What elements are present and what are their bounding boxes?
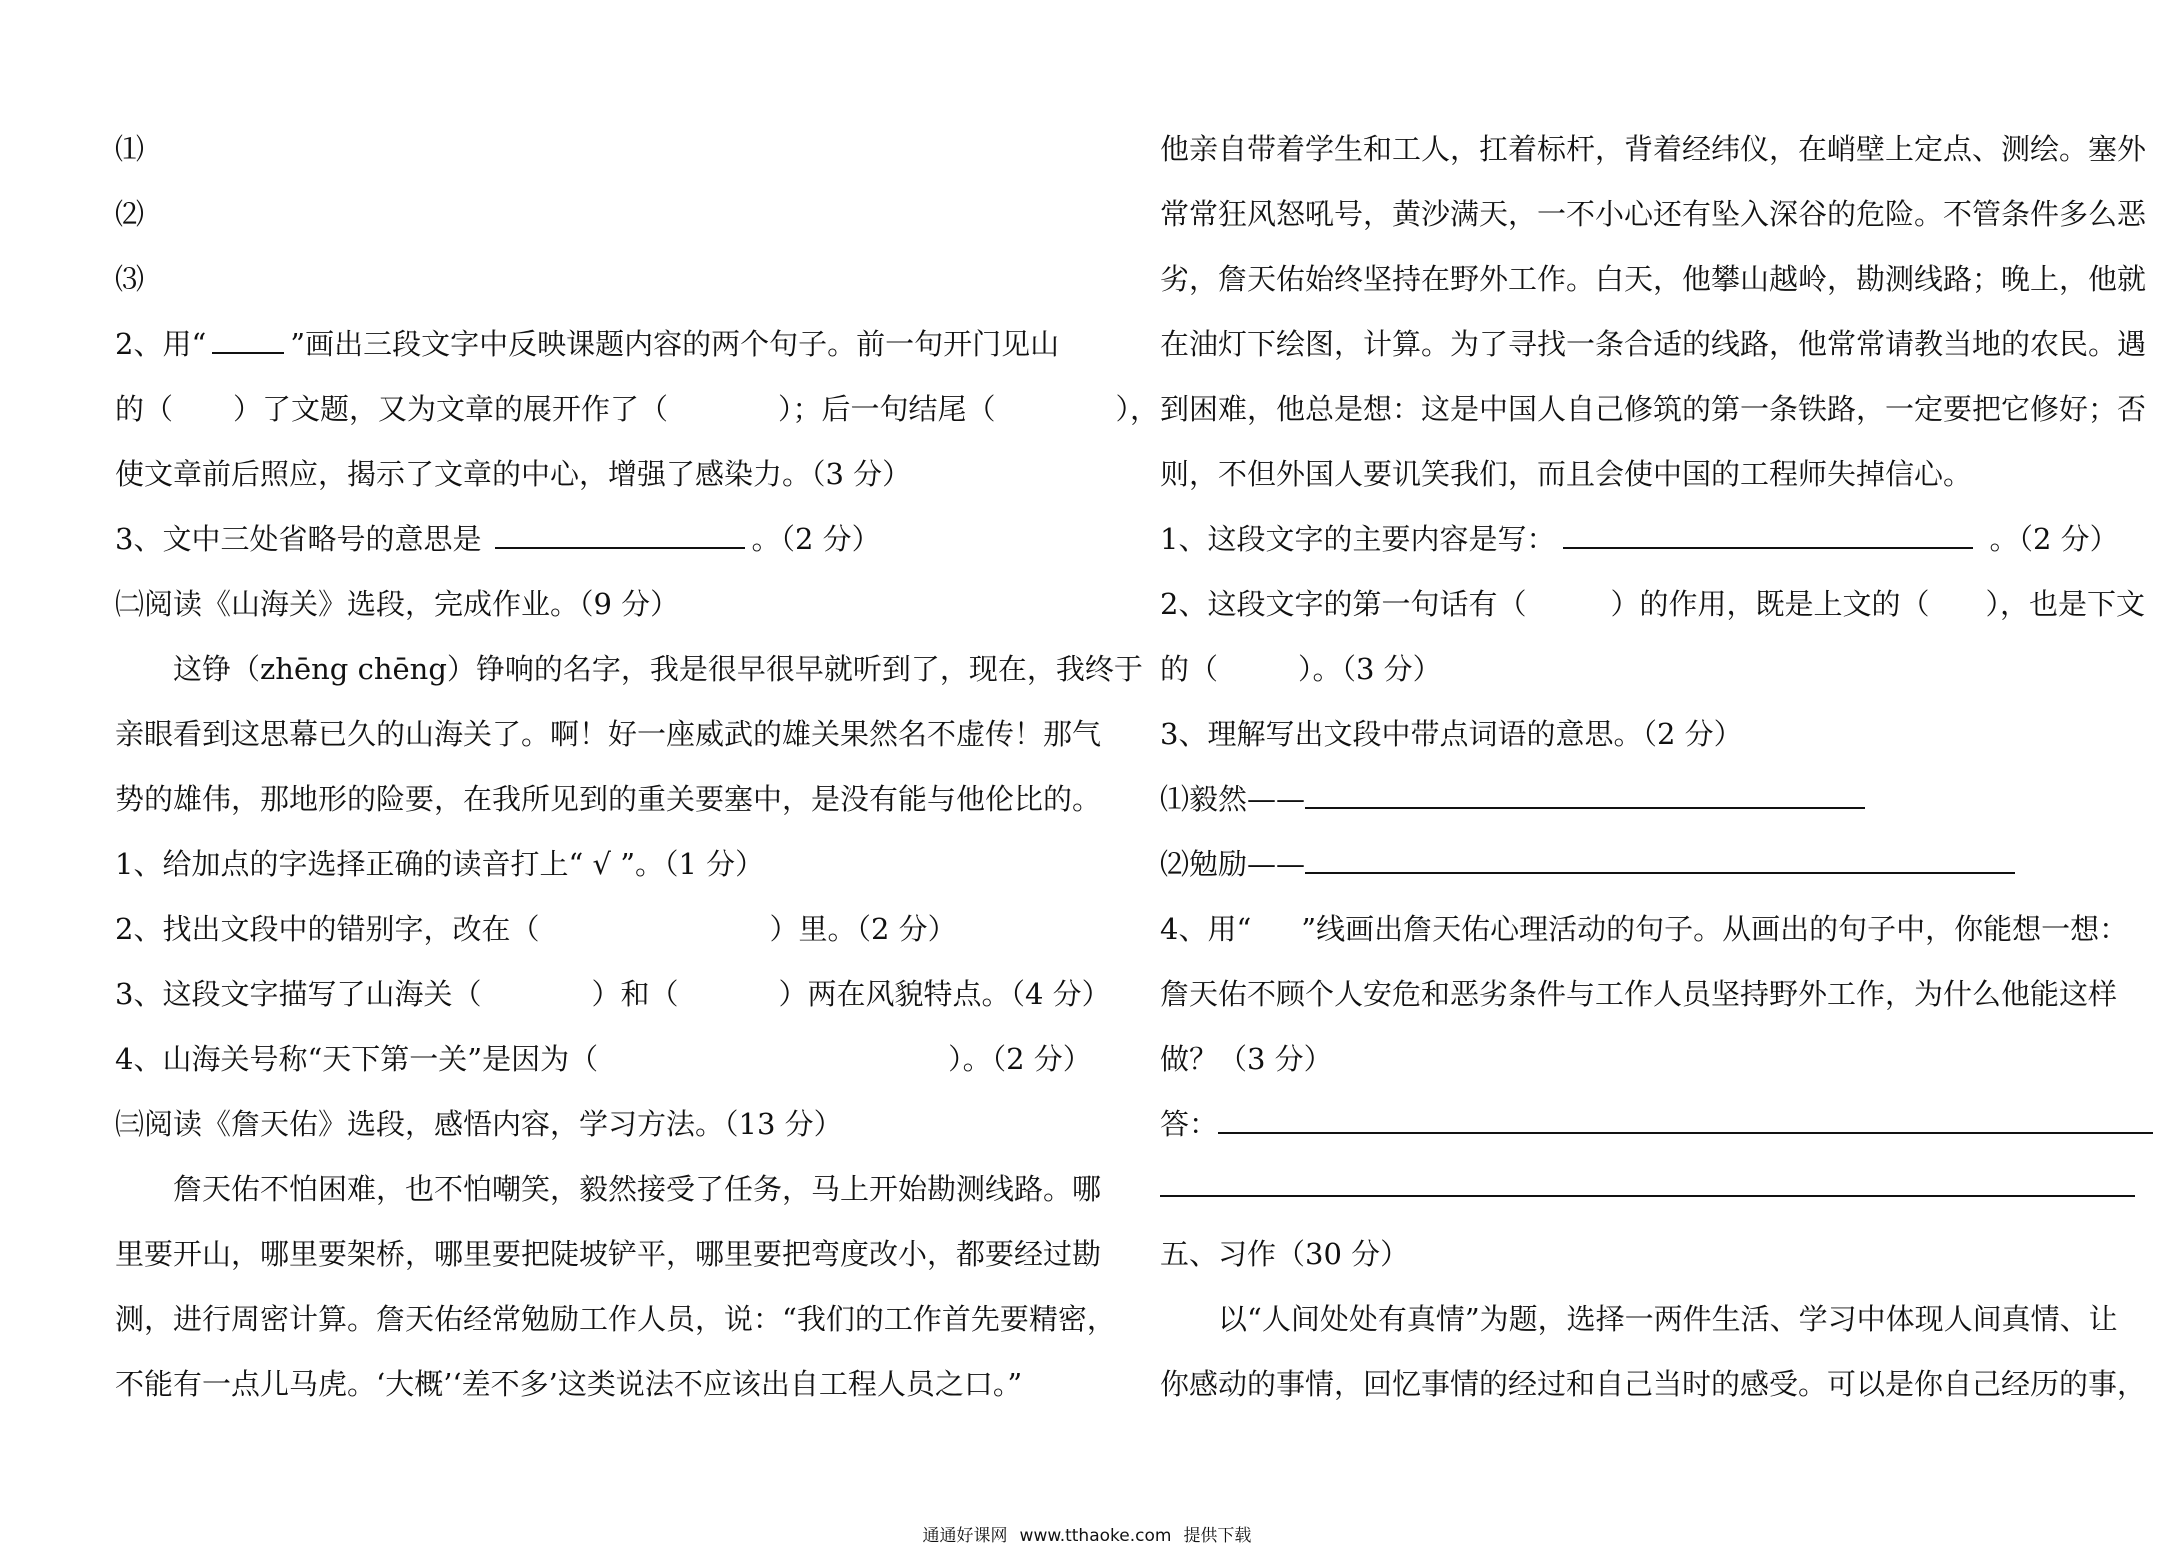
section-2-heading: ㈡阅读《山海关》选段，完成作业。（9 分）: [115, 587, 680, 621]
question-text: 2、用“: [115, 327, 207, 361]
essay-prompt-line: 以“人间处处有真情”为题，选择一两件生活、学习中体现人间真情、让: [1218, 1302, 2118, 1336]
left-column: [115, 0, 1160, 1536]
section-2-question-4: [115, 1039, 1092, 1079]
question-text: 2、找出文段中的错别字，改在（: [115, 912, 540, 946]
right-question-3: 3、理解写出文段中带点词语的意思。（2 分）: [1160, 717, 1743, 751]
page-footer: [0, 1526, 2174, 1546]
underline-blank[interactable]: [212, 330, 284, 354]
passage-line: 测，进行周密计算。詹天佑经常勉励工作人员，说：“我们的工作首先要精密，: [115, 1302, 1116, 1336]
answer-line[interactable]: [1305, 785, 1865, 809]
question-text: ）；后一句结尾（: [778, 392, 996, 426]
question-2-line-1: [115, 324, 1059, 364]
question-text: ），: [1115, 392, 1160, 426]
answer-label-line: [1160, 1104, 2153, 1144]
question-text: 的（: [1160, 652, 1219, 686]
question-text: 。（2 分）: [1989, 522, 2119, 556]
question-text: 。（2 分）: [751, 522, 881, 556]
right-question-3-item-1: [1160, 779, 1865, 819]
question-text: ⑴毅然——: [1160, 782, 1306, 816]
passage-line: 不能有一点儿马虎。‘大概’‘差不多’这类说法不应该出自工程人员之口。”: [115, 1367, 1023, 1401]
question-text: ）。（2 分）: [948, 1042, 1092, 1076]
item-marker: ⑵: [115, 197, 145, 231]
item-marker: ⑴: [115, 132, 145, 166]
passage-line: 到困难，他总是想：这是中国人自己修筑的第一条铁路，一定要把它修好；否: [1160, 392, 2147, 426]
question-text: ”线画出詹天佑心理活动的句子。从画出的句子中，你能想一想：: [1301, 912, 2129, 946]
question-text: 3、文中三处省略号的意思是: [115, 522, 482, 556]
section-3-heading: ㈢阅读《詹天佑》选段，感悟内容，学习方法。（13 分）: [115, 1107, 843, 1141]
right-question-2-line-2: [1160, 649, 1442, 689]
passage-line: 常常狂风怒吼号，黄沙满天，一不小心还有坠入深谷的危险。不管条件多么恶: [1160, 197, 2147, 231]
question-text: ）。（3 分）: [1298, 652, 1442, 686]
right-question-4-line-3: 做？（3 分）: [1160, 1042, 1333, 1076]
right-column: [1160, 0, 2160, 1536]
question-text: ⑵勉励——: [1160, 847, 1306, 881]
passage-line: 里要开山，哪里要架桥，哪里要把陡坡铲平，哪里要把弯度改小，都要经过勘: [115, 1237, 1102, 1271]
answer-item-2: [115, 194, 144, 234]
answer-line[interactable]: [495, 525, 745, 549]
question-text: 2、这段文字的第一句话有（: [1160, 587, 1527, 621]
right-question-3-item-2: [1160, 844, 2015, 884]
question-text: ），也是下文: [1985, 587, 2145, 621]
answer-line[interactable]: [1218, 1110, 2153, 1134]
answer-line[interactable]: [1160, 1195, 2135, 1197]
question-2-line-3: 使文章前后照应，揭示了文章的中心，增强了感染力。（3 分）: [115, 457, 912, 491]
question-2-line-2: [115, 389, 1159, 429]
answer-line[interactable]: [1305, 850, 2015, 874]
footer-url[interactable]: www.tthaoke.com: [1019, 1526, 1172, 1546]
section-2-question-2: [115, 909, 957, 949]
answer-line[interactable]: [1563, 525, 1973, 549]
question-text: 3、这段文字描写了山海关（: [115, 977, 482, 1011]
section-5-heading: 五、习作（30 分）: [1160, 1237, 1410, 1271]
right-question-2-line-1: [1160, 584, 2145, 624]
section-2-question-1: 1、给加点的字选择正确的读音打上“ √ ”。（1 分）: [115, 847, 765, 881]
answer-label: 答：: [1160, 1107, 1219, 1141]
answer-item-3: [115, 259, 144, 299]
question-text: ）两在风貌特点。（4 分）: [778, 977, 1111, 1011]
right-question-4-line-2: 詹天佑不顾个人安危和恶劣条件与工作人员坚持野外工作，为什么他能这样: [1160, 977, 2118, 1011]
passage-line: 詹天佑不怕困难，也不怕嘲笑，毅然接受了任务，马上开始勘测线路。哪: [173, 1172, 1102, 1206]
passage-line: 他亲自带着学生和工人，扛着标杆，背着经纬仪，在峭壁上定点、测绘。塞外: [1160, 132, 2147, 166]
section-2-question-3: [115, 974, 1111, 1014]
question-text: 1、这段文字的主要内容是写：: [1160, 522, 1556, 556]
answer-item-1: [115, 129, 144, 169]
question-text: ”画出三段文字中反映课题内容的两个句子。前一句开门见山: [290, 327, 1060, 361]
question-text: 的（: [115, 392, 174, 426]
question-3: [115, 519, 881, 559]
question-text: ）和（: [591, 977, 679, 1011]
question-text: 4、用“: [1160, 912, 1252, 946]
question-text: 4、山海关号称“天下第一关”是因为（: [115, 1042, 599, 1076]
passage-line: 势的雄伟，那地形的险要，在我所见到的重关要塞中，是没有能与他伦比的。: [115, 782, 1102, 816]
passage-line: 则，不但外国人要讥笑我们，而且会使中国的工程师失掉信心。: [1160, 457, 1973, 491]
question-text: ）里。（2 分）: [769, 912, 957, 946]
passage-line: 在油灯下绘图，计算。为了寻找一条合适的线路，他常常请教当地的农民。遇: [1160, 327, 2147, 361]
right-question-4-line-1: [1160, 909, 2128, 949]
passage-line: 这铮（zhēng chēng）铮响的名字，我是很早很早就听到了，现在，我终于: [173, 652, 1143, 686]
footer-site-name: 通通好课网: [922, 1526, 1008, 1546]
footer-suffix: 提供下载: [1183, 1526, 1252, 1546]
right-question-1: [1160, 519, 2119, 559]
item-marker: ⑶: [115, 262, 145, 296]
passage-line: 劣，詹天佑始终坚持在野外工作。白天，他攀山越岭，勘测线路；晚上，他就: [1160, 262, 2147, 296]
passage-line: 亲眼看到这思幕已久的山海关了。啊！好一座威武的雄关果然名不虚传！那气: [115, 717, 1102, 751]
question-text: ）的作用，既是上文的（: [1610, 587, 1930, 621]
essay-prompt-line: 你感动的事情，回忆事情的经过和自己当时的感受。可以是你自己经历的事，: [1160, 1367, 2147, 1401]
question-text: ）了文题，又为文章的展开作了（: [233, 392, 669, 426]
